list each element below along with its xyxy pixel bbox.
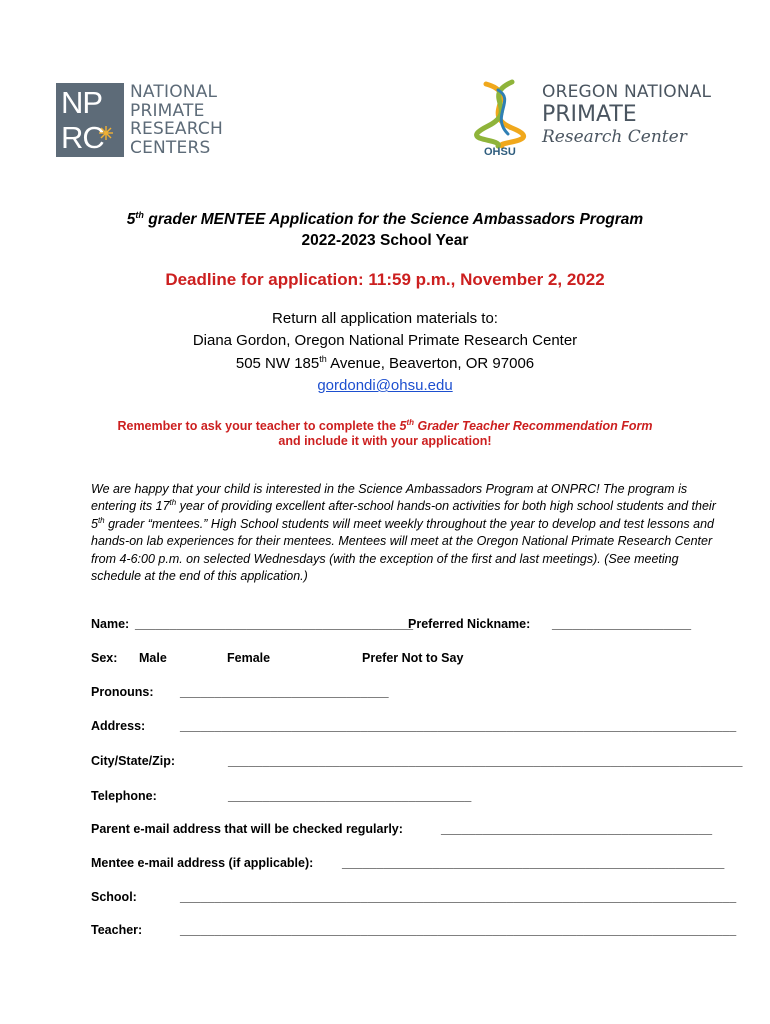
intro-sup: th (97, 515, 105, 525)
address-part: 505 NW 185 (235, 355, 320, 372)
page-title (0, 210, 770, 229)
onprc-line-2: PRIMATE (542, 102, 637, 127)
intro-text: year of providing excellent after-school hands-on activities for both high school students and their 5 (91, 499, 716, 531)
parent-email-label: Parent e-mail address that will be checked regularly: (91, 822, 403, 836)
name-field[interactable]: ________________________________________ (135, 617, 414, 631)
nprc-logo-text (130, 83, 223, 157)
name-label: Name: (91, 617, 130, 631)
nprc-mark-bottom: RC (61, 120, 104, 155)
school-field[interactable]: ________________________________________________________________________________ (180, 890, 737, 904)
intro-sup: th (169, 498, 177, 508)
address-field[interactable]: ________________________________________________________________________________ (180, 719, 737, 733)
pronouns-label: Pronouns: (91, 685, 154, 699)
reminder-text: Remember to ask your teacher to complete the (117, 419, 400, 434)
mentee-email-field[interactable]: _______________________________________________________ (342, 856, 725, 870)
nprc-line: CENTERS (130, 137, 211, 158)
star-icon (99, 126, 113, 140)
address-label: Address: (91, 719, 146, 733)
sex-option-female[interactable]: Female (227, 651, 271, 665)
nprc-logo-mark (56, 83, 124, 157)
nprc-line: NATIONAL (130, 82, 218, 102)
school-label: School: (91, 890, 137, 904)
reminder-sup: th (406, 418, 415, 427)
address-part: Avenue, Beaverton, OR 97006 (326, 355, 535, 372)
sex-option-prefer-not[interactable]: Prefer Not to Say (362, 651, 464, 665)
parent-email-field[interactable]: _______________________________________ (441, 822, 713, 836)
intro-text: grader “mentees.” High School students will meet weekly throughout the year to develop and test lessons and hands-on lab experiences for their mentees. Mentees will meet at the Oregon National Primate Research Center from 4-6:00 p.m. on selected Wednesdays (with the exception of the first and last meetings). (See meeting schedule at the end of this application.) (91, 516, 714, 584)
return-address (0, 354, 770, 372)
onprc-line-3: Research Center (542, 127, 687, 147)
intro-text: We are happy that your child is interested in the Science Ambassadors Program at ONPRC! The program is entering its 17 (91, 482, 688, 514)
mentee-email-label: Mentee e-mail address (if applicable): (91, 856, 314, 870)
return-contact: Diana Gordon, Oregon National Primate Research Center (192, 332, 578, 349)
email-row (0, 377, 770, 394)
onprc-line-1: OREGON NATIONAL (542, 82, 712, 102)
school-year: 2022-2023 School Year (301, 232, 469, 249)
sex-option-male[interactable]: Male (139, 651, 167, 665)
nickname-field[interactable]: ____________________ (552, 617, 692, 631)
sex-label: Sex: (91, 651, 118, 665)
nickname-label: Preferred Nickname: (408, 617, 531, 631)
reminder-grade: 5 (399, 419, 407, 434)
telephone-field[interactable]: ___________________________________ (228, 789, 472, 803)
teacher-form-reminder (0, 418, 770, 433)
nprc-logo (56, 83, 231, 161)
email-link[interactable]: gordondi@ohsu.edu (317, 377, 453, 394)
intro-paragraph (91, 481, 731, 585)
teacher-form-reminder-line2: and include it with your application! (278, 434, 492, 448)
nprc-mark-top: NP (61, 85, 103, 120)
return-instructions: Return all application materials to: (272, 310, 498, 327)
pronouns-field[interactable]: ______________________________ (180, 685, 389, 699)
address-sup: th (319, 354, 327, 364)
nprc-line: PRIMATE (130, 100, 205, 121)
city-state-zip-field[interactable]: __________________________________________________________________________ (228, 754, 743, 768)
nprc-line: RESEARCH (130, 119, 223, 139)
reminder-form-name: Grader Teacher Recommendation Form (414, 419, 653, 434)
city-state-zip-label: City/State/Zip: (91, 754, 176, 768)
teacher-label: Teacher: (91, 923, 143, 937)
title-sup: th (135, 210, 144, 220)
title-text: grader MENTEE Application for the Science Ambassadors Program (143, 211, 644, 229)
teacher-field[interactable]: ________________________________________________________________________________ (180, 923, 737, 937)
onprc-logo (472, 76, 732, 168)
title-grade: 5 (126, 211, 136, 229)
ohsu-wordmark: OHSU (484, 146, 516, 158)
telephone-label: Telephone: (91, 789, 157, 803)
deadline-notice: Deadline for application: 11:59 p.m., November 2, 2022 (165, 270, 605, 289)
